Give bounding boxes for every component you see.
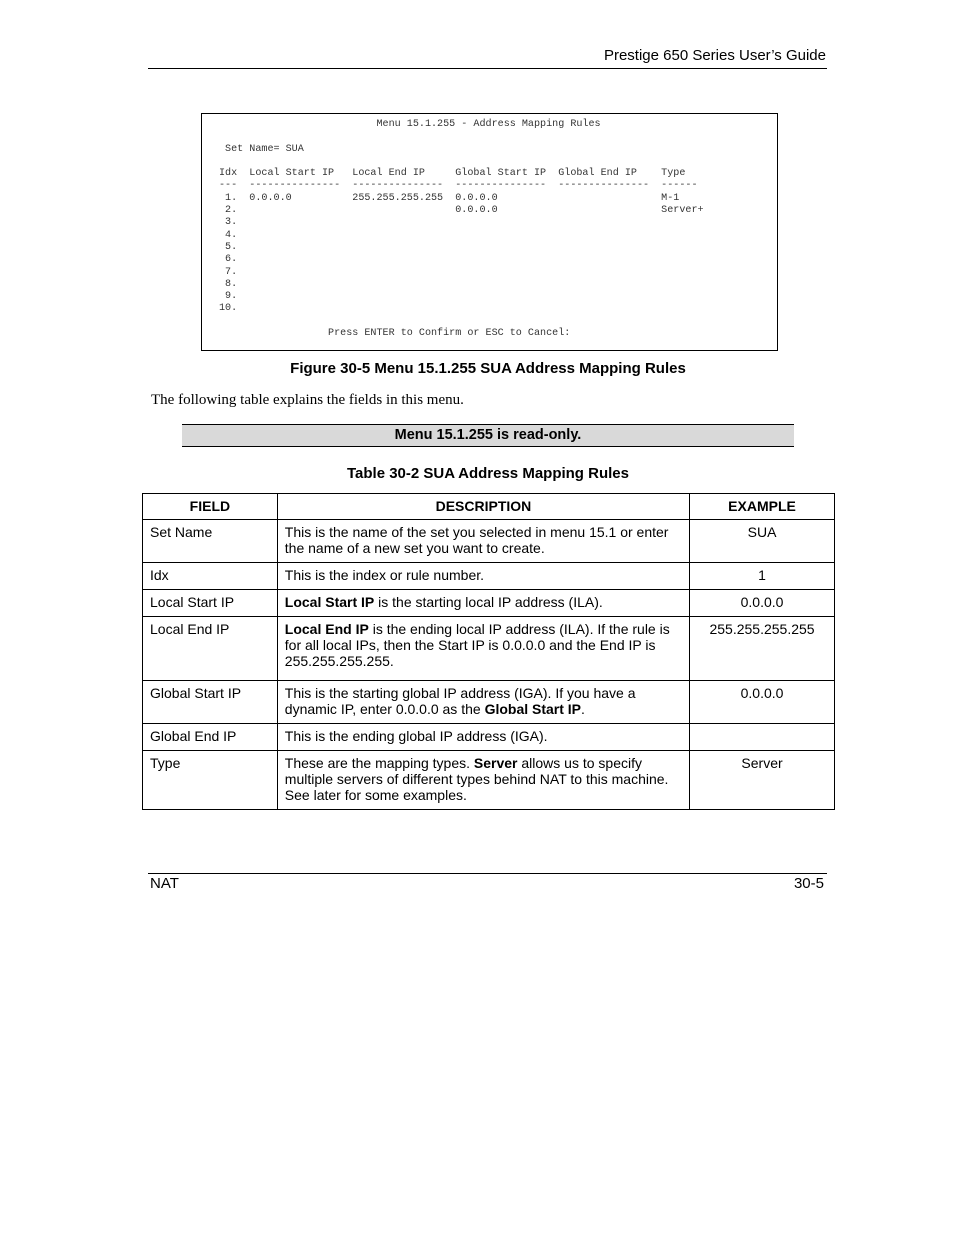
example-cell: SUA (690, 520, 835, 563)
table-row (143, 617, 835, 681)
description-cell: These are the mapping types. Server allows us to specify multiple servers of different types behind NAT to this machine. See later for some examples. (277, 751, 689, 810)
intro-text: The following table explains the fields in this menu. (151, 392, 464, 408)
header-example: EXAMPLE (690, 494, 835, 520)
header-field: FIELD (143, 494, 278, 520)
table-row (143, 563, 835, 590)
header-rule (148, 68, 827, 69)
example-cell: 1 (690, 563, 835, 590)
table-caption: Table 30-2 SUA Address Mapping Rules (346, 465, 629, 482)
footer-section: NAT (150, 875, 179, 892)
description-cell: This is the ending global IP address (IGA). (277, 724, 689, 751)
description-cell: This is the index or rule number. (277, 563, 689, 590)
example-cell: 0.0.0.0 (690, 590, 835, 617)
field-cell: Global End IP (143, 724, 278, 751)
menu-screen-text: Menu 15.1.255 - Address Mapping Rules Set Name= SUA Idx Local Start IP Local End IP Global Start IP Global End IP Type --- --------------- --------------- --------------- --------------- ------ 1. 0.0.0.0 255.255.255.255 0.0.0.0 M-1 2. 0.0.0.0 Server+ 3. 4. 5. 6. 7. 8. 9. 10. Press ENTER to Confirm or ESC to Cancel: (219, 119, 704, 340)
example-cell: Server (690, 751, 835, 810)
example-cell: 0.0.0.0 (690, 681, 835, 724)
table-row (143, 751, 835, 810)
example-cell (690, 724, 835, 751)
header-description: DESCRIPTION (277, 494, 689, 520)
field-cell: Type (143, 751, 278, 810)
description-cell: This is the starting global IP address (IGA). If you have a dynamic IP, enter 0.0.0.0 as the Global Start IP. (277, 681, 689, 724)
example-cell: 255.255.255.255 (690, 617, 835, 681)
table-row (143, 520, 835, 563)
table-header-row (143, 494, 835, 520)
footer-page-number: 30-5 (793, 875, 824, 892)
figure-caption: Figure 30-5 Menu 15.1.255 SUA Address Mapping Rules (290, 360, 686, 377)
read-only-note: Menu 15.1.255 is read-only. (182, 424, 794, 447)
table-row (143, 724, 835, 751)
menu-screen (201, 113, 778, 351)
table-row (143, 681, 835, 724)
field-cell: Global Start IP (143, 681, 278, 724)
description-cell: Local End IP is the ending local IP address (ILA). If the rule is for all local IPs, then the Start IP is 0.0.0.0 and the End IP is 255.255.255.255. (277, 617, 689, 681)
field-cell: Local Start IP (143, 590, 278, 617)
description-cell: This is the name of the set you selected in menu 15.1 or enter the name of a new set you want to create. (277, 520, 689, 563)
field-cell: Idx (143, 563, 278, 590)
table-row (143, 590, 835, 617)
description-cell: Local Start IP is the starting local IP address (ILA). (277, 590, 689, 617)
header-title: Prestige 650 Series User’s Guide (603, 47, 826, 64)
field-table (142, 493, 835, 810)
footer-rule (148, 873, 827, 874)
field-cell: Local End IP (143, 617, 278, 681)
field-cell: Set Name (143, 520, 278, 563)
